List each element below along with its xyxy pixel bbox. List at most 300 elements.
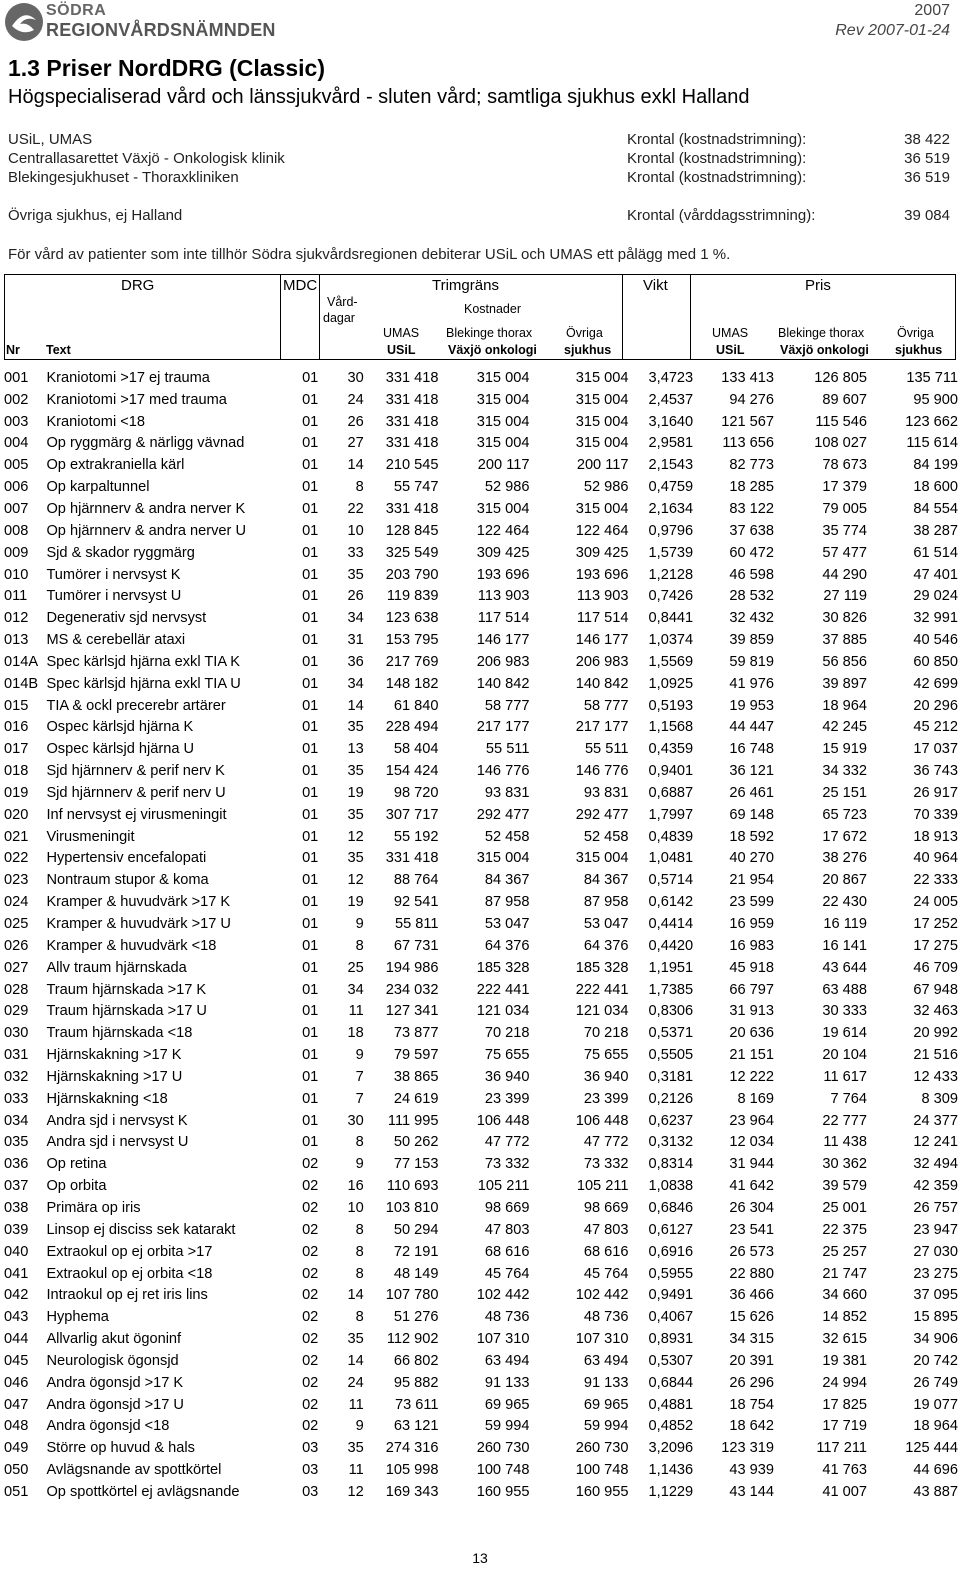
- trim-ovriga: 68 616: [583, 1243, 629, 1260]
- table-row: [4, 738, 958, 760]
- pris-ovriga: 19 077: [913, 1396, 958, 1413]
- vikt: 0,5371: [648, 1025, 694, 1042]
- pris-ovriga: 18 964: [913, 1418, 958, 1435]
- page-subtitle: Högspecialiserad vård och länssjukvård - sluten vård; samtliga sjukhus exkl Halland: [8, 86, 750, 108]
- trim-ovriga: 69 965: [583, 1396, 629, 1413]
- table-row: [4, 717, 958, 739]
- table-row: [4, 935, 958, 957]
- mdc: 01: [302, 369, 319, 386]
- drg-nr: 013: [4, 632, 29, 649]
- drg-text: Kramper & huvudvärk <18: [46, 937, 217, 954]
- pris-ovriga: 15 895: [913, 1309, 958, 1326]
- trim-ovriga: 59 994: [583, 1418, 629, 1435]
- vikt: 1,1229: [648, 1483, 694, 1500]
- table-row: [4, 1306, 958, 1328]
- pris-umas-usil: 123 319: [721, 1440, 775, 1457]
- mdc: 01: [302, 1068, 319, 1085]
- trim-umas-usil: 331 418: [385, 500, 439, 517]
- trim-blekinge-vaxjo: 146 776: [476, 763, 530, 780]
- pris-blekinge-vaxjo: 56 856: [822, 653, 867, 670]
- trim-umas-usil: 123 638: [385, 610, 439, 627]
- pris-ovriga: 37 095: [913, 1287, 958, 1304]
- trim-ovriga: 58 777: [583, 697, 629, 714]
- drg-text: Intraokul op ej ret iris lins: [46, 1287, 208, 1304]
- pris-ovriga: 12 433: [913, 1068, 958, 1085]
- table-row: [4, 1153, 958, 1175]
- vard-dagar: 35: [347, 763, 364, 780]
- trim-blekinge-vaxjo: 315 004: [476, 435, 530, 452]
- header-sjukhus: sjukhus: [564, 343, 612, 357]
- pris-blekinge-vaxjo: 65 723: [822, 806, 867, 823]
- drg-text: Op retina: [46, 1156, 107, 1173]
- header-divider: [690, 274, 691, 359]
- drg-text: Andra ögonsjd >17 K: [46, 1374, 184, 1391]
- pris-blekinge-vaxjo: 7 764: [830, 1090, 867, 1107]
- trim-blekinge-vaxjo: 52 458: [484, 828, 530, 845]
- trim-umas-usil: 154 424: [385, 763, 439, 780]
- drg-text: TIA & ockl precerebr artärer: [46, 697, 226, 714]
- vikt: 0,9491: [648, 1287, 694, 1304]
- trim-umas-usil: 103 810: [385, 1199, 439, 1216]
- vard-dagar: 9: [355, 916, 364, 933]
- vard-dagar: 12: [347, 1483, 364, 1500]
- vikt: 1,2128: [648, 566, 694, 583]
- trim-umas-usil: 111 995: [387, 1112, 439, 1129]
- trim-umas-usil: 331 418: [385, 435, 439, 452]
- table-row: [4, 782, 958, 804]
- trim-blekinge-vaxjo: 106 448: [476, 1112, 530, 1129]
- header-divider: [319, 274, 320, 359]
- pris-blekinge-vaxjo: 30 826: [822, 610, 867, 627]
- trim-blekinge-vaxjo: 185 328: [476, 959, 530, 976]
- mdc: 01: [302, 828, 319, 845]
- table-row: [4, 1263, 958, 1285]
- vikt: 0,6844: [648, 1374, 694, 1391]
- pris-ovriga: 60 850: [913, 653, 958, 670]
- pris-blekinge-vaxjo: 11 438: [823, 1134, 867, 1151]
- vikt: 0,6142: [648, 894, 694, 911]
- header-divider: [280, 274, 281, 359]
- trim-ovriga: 315 004: [575, 369, 629, 386]
- vikt: 1,5739: [648, 544, 694, 561]
- pris-ovriga: 115 614: [906, 435, 958, 452]
- vard-dagar: 8: [355, 1309, 364, 1326]
- vikt: 0,9796: [648, 522, 694, 539]
- trim-umas-usil: 128 845: [385, 522, 439, 539]
- pris-blekinge-vaxjo: 19 614: [822, 1025, 867, 1042]
- pris-blekinge-vaxjo: 25 257: [822, 1243, 867, 1260]
- pris-umas-usil: 8 169: [737, 1090, 775, 1107]
- trim-umas-usil: 210 545: [385, 457, 439, 474]
- drg-price-table: [4, 367, 958, 1503]
- trim-blekinge-vaxjo: 315 004: [476, 500, 530, 517]
- pris-umas-usil: 23 541: [729, 1221, 775, 1238]
- mdc: 01: [302, 784, 319, 801]
- rate-name: Blekingesjukhuset - Thoraxkliniken: [8, 169, 239, 186]
- trim-umas-usil: 331 418: [385, 369, 439, 386]
- logo-line2: REGIONVÅRDSNÄMNDEN: [46, 20, 276, 40]
- pris-umas-usil: 23 964: [729, 1112, 775, 1129]
- trim-blekinge-vaxjo: 105 211: [477, 1178, 530, 1195]
- pris-umas-usil: 23 599: [729, 894, 775, 911]
- drg-text: Neurologisk ögonsjd: [46, 1352, 179, 1369]
- vikt: 3,2096: [648, 1440, 694, 1457]
- rate-label: Krontal (kostnadstrimning):: [627, 131, 807, 148]
- pris-ovriga: 34 906: [913, 1331, 958, 1348]
- pris-blekinge-vaxjo: 30 362: [822, 1156, 867, 1173]
- pris-ovriga: 17 252: [913, 916, 958, 933]
- mdc: 01: [302, 457, 319, 474]
- mdc: 01: [302, 1090, 319, 1107]
- page-number: 13: [472, 1550, 488, 1566]
- mdc: 02: [302, 1309, 319, 1326]
- rate-value: 39 084: [904, 207, 950, 224]
- drg-nr: 038: [4, 1199, 29, 1216]
- vikt: 1,1436: [648, 1462, 694, 1479]
- drg-text: Op ryggmärg & närligg vävnad: [46, 435, 245, 452]
- header-sjukhus: sjukhus: [895, 343, 943, 357]
- trim-umas-usil: 331 418: [385, 850, 439, 867]
- header-pris: Pris: [805, 277, 831, 294]
- vikt: 0,5307: [648, 1352, 694, 1369]
- vikt: 2,1634: [648, 500, 694, 517]
- pris-umas-usil: 59 819: [729, 653, 775, 670]
- trim-blekinge-vaxjo: 117 514: [477, 610, 530, 627]
- trim-umas-usil: 92 541: [393, 894, 439, 911]
- vard-dagar: 8: [355, 937, 364, 954]
- drg-text: Traum hjärnskada >17 K: [46, 981, 207, 998]
- trim-umas-usil: 234 032: [385, 981, 439, 998]
- vard-dagar: 26: [347, 588, 364, 605]
- vikt: 0,8306: [648, 1003, 694, 1020]
- trim-umas-usil: 58 404: [393, 741, 439, 758]
- drg-text: Primära op iris: [46, 1199, 141, 1216]
- vikt: 0,5505: [648, 1047, 694, 1064]
- header-text: Text: [46, 343, 71, 357]
- mdc: 01: [302, 741, 319, 758]
- pris-ovriga: 8 309: [921, 1090, 958, 1107]
- trim-ovriga: 100 748: [575, 1462, 629, 1479]
- mdc: 01: [302, 697, 319, 714]
- trim-ovriga: 102 442: [575, 1287, 629, 1304]
- vard-dagar: 19: [347, 894, 364, 911]
- drg-nr: 034: [4, 1112, 29, 1129]
- drg-nr: 046: [4, 1374, 29, 1391]
- header-kostnader: Kostnader: [464, 302, 521, 316]
- vard-dagar: 13: [347, 741, 364, 758]
- pris-blekinge-vaxjo: 25 151: [822, 784, 867, 801]
- trim-blekinge-vaxjo: 121 034: [476, 1003, 530, 1020]
- pris-ovriga: 67 948: [913, 981, 958, 998]
- pris-ovriga: 23 275: [913, 1265, 958, 1282]
- pris-blekinge-vaxjo: 20 867: [822, 872, 867, 889]
- trim-ovriga: 53 047: [583, 916, 629, 933]
- pris-umas-usil: 26 461: [729, 784, 775, 801]
- mdc: 03: [302, 1483, 319, 1500]
- vikt: 0,4881: [648, 1396, 694, 1413]
- pris-ovriga: 17 037: [913, 741, 958, 758]
- drg-nr: 025: [4, 916, 29, 933]
- drg-text: Ospec kärlsjd hjärna K: [46, 719, 194, 736]
- logo: [4, 2, 284, 42]
- trim-ovriga: 91 133: [583, 1374, 629, 1391]
- pris-umas-usil: 36 121: [729, 763, 775, 780]
- vikt: 0,6916: [648, 1243, 694, 1260]
- trim-ovriga: 315 004: [575, 391, 629, 408]
- vikt: 0,4852: [648, 1418, 694, 1435]
- trim-blekinge-vaxjo: 91 133: [484, 1374, 530, 1391]
- trim-ovriga: 113 903: [576, 588, 629, 605]
- trim-blekinge-vaxjo: 292 477: [476, 806, 530, 823]
- trim-umas-usil: 77 153: [393, 1156, 439, 1173]
- trim-umas-usil: 217 769: [385, 653, 439, 670]
- mdc: 01: [302, 872, 319, 889]
- trim-umas-usil: 105 998: [385, 1462, 439, 1479]
- revision-date: Rev 2007-01-24: [835, 22, 950, 39]
- drg-text: Degenerativ sjd nervsyst: [46, 610, 207, 627]
- trim-ovriga: 70 218: [583, 1025, 629, 1042]
- table-row: [4, 498, 958, 520]
- header-umas: UMAS: [383, 326, 420, 340]
- pris-blekinge-vaxjo: 115 546: [815, 413, 867, 430]
- trim-ovriga: 63 494: [583, 1352, 629, 1369]
- pris-blekinge-vaxjo: 22 375: [822, 1221, 867, 1238]
- pris-umas-usil: 41 642: [729, 1178, 775, 1195]
- pris-umas-usil: 60 472: [729, 544, 775, 561]
- pris-ovriga: 26 757: [913, 1199, 958, 1216]
- logo-line1: SÖDRA: [46, 2, 107, 19]
- vard-dagar: 30: [347, 1112, 364, 1129]
- pris-umas-usil: 21 954: [729, 872, 775, 889]
- trim-blekinge-vaxjo: 193 696: [476, 566, 530, 583]
- mdc: 01: [302, 479, 319, 496]
- vikt: 0,9401: [648, 763, 694, 780]
- trim-ovriga: 121 034: [575, 1003, 629, 1020]
- vikt: 0,4359: [648, 741, 694, 758]
- trim-ovriga: 315 004: [575, 500, 629, 517]
- drg-nr: 001: [4, 369, 29, 386]
- vikt: 1,0481: [648, 850, 694, 867]
- pris-blekinge-vaxjo: 14 852: [822, 1309, 867, 1326]
- drg-nr: 048: [4, 1418, 29, 1435]
- drg-nr: 015: [4, 697, 29, 714]
- trim-blekinge-vaxjo: 55 511: [485, 741, 530, 758]
- trim-umas-usil: 153 795: [385, 632, 439, 649]
- trim-umas-usil: 72 191: [393, 1243, 439, 1260]
- vikt: 0,7426: [648, 588, 694, 605]
- pris-ovriga: 32 991: [913, 610, 958, 627]
- drg-nr: 028: [4, 981, 29, 998]
- trim-umas-usil: 203 790: [385, 566, 439, 583]
- header-blekinge: Blekinge thorax: [778, 326, 865, 340]
- trim-blekinge-vaxjo: 64 376: [484, 937, 530, 954]
- pris-ovriga: 47 401: [913, 566, 958, 583]
- vikt: 0,6237: [648, 1112, 694, 1129]
- trim-umas-usil: 67 731: [393, 937, 439, 954]
- table-row: [4, 542, 958, 564]
- vikt: 0,5193: [648, 697, 694, 714]
- pris-umas-usil: 133 413: [721, 369, 775, 386]
- header-umas: UMAS: [712, 326, 749, 340]
- header-nr: Nr: [6, 343, 20, 357]
- mdc: 01: [302, 544, 319, 561]
- trim-blekinge-vaxjo: 222 441: [476, 981, 530, 998]
- pris-ovriga: 42 699: [913, 675, 958, 692]
- pris-blekinge-vaxjo: 39 579: [822, 1178, 867, 1195]
- drg-nr: 050: [4, 1462, 29, 1479]
- vikt: 1,0925: [648, 675, 694, 692]
- drg-nr: 049: [4, 1440, 29, 1457]
- trim-ovriga: 52 458: [583, 828, 629, 845]
- pris-blekinge-vaxjo: 22 430: [822, 894, 867, 911]
- pris-ovriga: 61 514: [913, 544, 958, 561]
- vard-dagar: 36: [347, 653, 364, 670]
- drg-nr: 009: [4, 544, 29, 561]
- drg-nr: 041: [4, 1265, 29, 1282]
- trim-blekinge-vaxjo: 309 425: [476, 544, 530, 561]
- header-mdc: MDC: [283, 277, 318, 294]
- header-trimgrans: Trimgräns: [432, 277, 499, 294]
- drg-text: Op hjärnnerv & andra nerver K: [46, 500, 246, 517]
- pris-ovriga: 26 917: [913, 784, 958, 801]
- trim-ovriga: 64 376: [583, 937, 629, 954]
- pris-umas-usil: 41 976: [729, 675, 775, 692]
- pris-ovriga: 44 696: [913, 1462, 958, 1479]
- drg-nr: 004: [4, 435, 29, 452]
- pris-blekinge-vaxjo: 42 245: [822, 719, 867, 736]
- drg-nr: 002: [4, 391, 29, 408]
- drg-nr: 003: [4, 413, 29, 430]
- vard-dagar: 7: [355, 1068, 364, 1085]
- trim-blekinge-vaxjo: 315 004: [476, 369, 530, 386]
- vikt: 0,5714: [648, 872, 694, 889]
- trim-blekinge-vaxjo: 53 047: [484, 916, 530, 933]
- trim-blekinge-vaxjo: 315 004: [476, 391, 530, 408]
- drg-nr: 039: [4, 1221, 29, 1238]
- trim-umas-usil: 63 121: [393, 1418, 439, 1435]
- pris-blekinge-vaxjo: 20 104: [822, 1047, 867, 1064]
- pris-blekinge-vaxjo: 34 660: [822, 1287, 867, 1304]
- pris-blekinge-vaxjo: 17 825: [822, 1396, 867, 1413]
- drg-text: Op hjärnnerv & andra nerver U: [46, 522, 246, 539]
- surcharge-note: För vård av patienter som inte tillhör Södra sjukvårdsregionen debiterar USiL och UMAS ett pålägg med 1 %.: [8, 246, 731, 263]
- vard-dagar: 9: [355, 1156, 364, 1173]
- trim-umas-usil: 55 192: [393, 828, 439, 845]
- trim-blekinge-vaxjo: 160 955: [476, 1483, 530, 1500]
- trim-blekinge-vaxjo: 59 994: [484, 1418, 530, 1435]
- table-row: [4, 1088, 958, 1110]
- trim-umas-usil: 79 597: [393, 1047, 439, 1064]
- drg-text: Allv traum hjärnskada: [46, 959, 187, 976]
- trim-ovriga: 122 464: [575, 522, 629, 539]
- trim-blekinge-vaxjo: 102 442: [476, 1287, 530, 1304]
- drg-nr: 011: [4, 588, 28, 605]
- table-row: [4, 760, 958, 782]
- drg-nr: 024: [4, 894, 29, 911]
- drg-nr: 018: [4, 763, 29, 780]
- trim-ovriga: 315 004: [575, 435, 629, 452]
- trim-ovriga: 185 328: [575, 959, 629, 976]
- vikt: 0,6846: [648, 1199, 694, 1216]
- trim-blekinge-vaxjo: 100 748: [476, 1462, 530, 1479]
- pris-umas-usil: 16 959: [729, 916, 775, 933]
- drg-nr: 047: [4, 1396, 29, 1413]
- vard-dagar: 34: [347, 675, 364, 692]
- pris-blekinge-vaxjo: 18 964: [822, 697, 867, 714]
- table-row: [4, 695, 958, 717]
- drg-text: Allvarlig akut ögoninf: [46, 1331, 182, 1348]
- trim-ovriga: 260 730: [575, 1440, 629, 1457]
- table-row: [4, 826, 958, 848]
- drg-text: Hjärnskakning >17 U: [46, 1068, 183, 1085]
- vikt: 0,2126: [648, 1090, 694, 1107]
- pris-umas-usil: 12 034: [729, 1134, 775, 1151]
- trim-umas-usil: 127 341: [385, 1003, 439, 1020]
- table-row: [4, 433, 958, 455]
- trim-ovriga: 315 004: [575, 413, 629, 430]
- table-row: [4, 1350, 958, 1372]
- pris-blekinge-vaxjo: 17 379: [822, 479, 867, 496]
- drg-text: Sjd hjärnnerv & perif nerv U: [46, 784, 226, 801]
- vard-dagar: 33: [347, 544, 364, 561]
- pris-umas-usil: 31 913: [729, 1003, 775, 1020]
- table-row: [4, 476, 958, 498]
- trim-blekinge-vaxjo: 87 958: [484, 894, 530, 911]
- pris-ovriga: 125 444: [905, 1440, 958, 1457]
- trim-ovriga: 160 955: [575, 1483, 629, 1500]
- vard-dagar: 9: [355, 1047, 364, 1064]
- mdc: 01: [302, 850, 319, 867]
- trim-ovriga: 200 117: [576, 457, 629, 474]
- vikt: 0,4839: [648, 828, 694, 845]
- trim-blekinge-vaxjo: 69 965: [484, 1396, 530, 1413]
- vard-dagar: 30: [347, 369, 364, 386]
- table-row: [4, 1175, 958, 1197]
- drg-nr: 027: [4, 959, 29, 976]
- mdc: 01: [302, 566, 319, 583]
- trim-umas-usil: 61 840: [393, 697, 439, 714]
- pris-ovriga: 18 600: [913, 479, 958, 496]
- trim-blekinge-vaxjo: 36 940: [484, 1068, 530, 1085]
- table-row: [4, 520, 958, 542]
- pris-ovriga: 38 287: [913, 522, 958, 539]
- trim-ovriga: 93 831: [583, 784, 629, 801]
- vikt: 0,5955: [648, 1265, 694, 1282]
- vikt: 0,8931: [648, 1331, 694, 1348]
- vikt: 0,3181: [648, 1068, 694, 1085]
- pris-umas-usil: 43 144: [729, 1483, 775, 1500]
- trim-blekinge-vaxjo: 70 218: [484, 1025, 530, 1042]
- drg-text: Traum hjärnskada >17 U: [46, 1003, 207, 1020]
- drg-text: Inf nervsyst ej virusmeningit: [46, 806, 227, 823]
- pris-umas-usil: 16 983: [729, 937, 775, 954]
- drg-text: Op karpaltunnel: [46, 479, 150, 496]
- trim-ovriga: 45 764: [583, 1265, 629, 1282]
- pris-blekinge-vaxjo: 16 119: [823, 916, 867, 933]
- trim-blekinge-vaxjo: 84 367: [484, 872, 530, 889]
- pris-ovriga: 40 964: [913, 850, 958, 867]
- vard-dagar: 7: [355, 1090, 364, 1107]
- mdc: 02: [302, 1418, 319, 1435]
- drg-nr: 005: [4, 457, 29, 474]
- mdc: 02: [302, 1221, 319, 1238]
- table-row: [4, 848, 958, 870]
- mdc: 03: [302, 1440, 319, 1457]
- mdc: 01: [302, 916, 319, 933]
- trim-umas-usil: 228 494: [385, 719, 439, 736]
- table-row: [4, 1241, 958, 1263]
- vikt: 1,1568: [648, 719, 694, 736]
